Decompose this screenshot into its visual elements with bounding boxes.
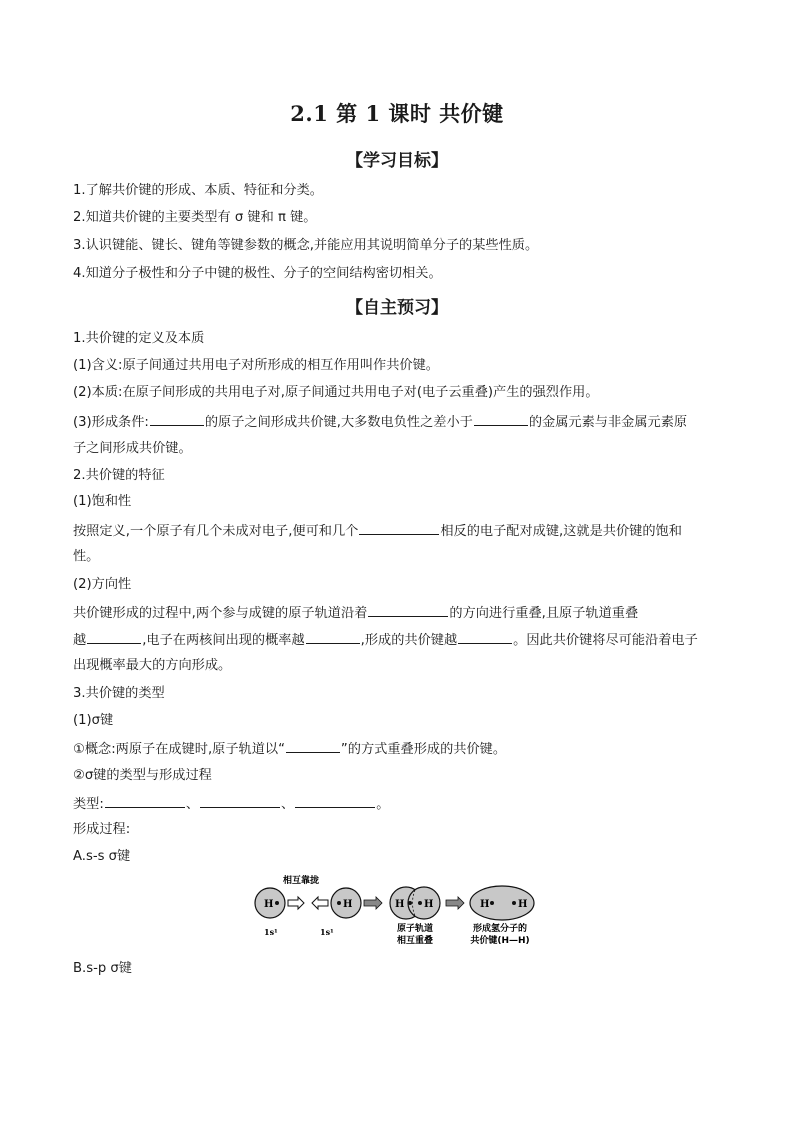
electron-dot <box>337 901 341 905</box>
text-span: 越 <box>73 633 87 648</box>
text-span: 按照定义,一个原子有几个未成对电子,便可和几个 <box>73 524 359 539</box>
text-span: ,形成的共价键越 <box>360 633 458 648</box>
arrow-left-icon <box>312 897 328 909</box>
arrow-right-icon <box>288 897 304 909</box>
label-molecule: 形成氢分子的 <box>472 924 528 934</box>
fill-blank[interactable] <box>200 794 280 808</box>
electron-dot <box>490 901 494 905</box>
electron-dot <box>418 901 422 905</box>
text-span: 类型: <box>73 797 104 812</box>
subheading: (1)σ键 <box>73 713 114 728</box>
paragraph <box>73 739 723 759</box>
objective-item: 1.了解共价键的形成、本质、特征和分类。 <box>73 183 323 198</box>
label-1s: 1s¹ <box>320 927 334 937</box>
label-molecule: 共价键(H—H) <box>470 936 530 946</box>
text-span: 相反的电子配对成键,这就是共价键的饱和 <box>440 524 682 539</box>
label-1s: 1s¹ <box>264 927 278 937</box>
subheading: 2.共价键的特征 <box>73 468 165 483</box>
arrow-right-icon <box>446 897 464 909</box>
paragraph <box>73 412 723 432</box>
paragraph: (2)本质:在原子间形成的共用电子对,原子间通过共用电子对(电子云重叠)产生的强烈作用。 <box>73 385 599 400</box>
atom-label: H <box>395 899 405 910</box>
text-span: (3)形成条件: <box>73 415 149 430</box>
fill-blank[interactable] <box>295 794 375 808</box>
fill-blank[interactable] <box>286 739 340 753</box>
paragraph <box>73 521 723 541</box>
objective-item: 2.知道共价键的主要类型有 σ 键和 π 键。 <box>73 210 317 225</box>
paragraph <box>73 794 723 814</box>
atom-label: H <box>480 899 490 910</box>
paragraph: 子之间形成共价键。 <box>73 441 192 456</box>
fill-blank[interactable] <box>105 794 185 808</box>
paragraph: 性。 <box>73 549 100 564</box>
electron-dot <box>275 901 279 905</box>
label-overlap: 原子轨道 <box>396 924 434 934</box>
atom-label: H <box>343 899 353 910</box>
text-span: ”的方式重叠形成的共价键。 <box>340 742 507 757</box>
text-span: 的方向进行重叠,且原子轨道重叠 <box>449 606 639 621</box>
paragraph <box>73 603 723 623</box>
subheading: (1)饱和性 <box>73 494 132 509</box>
objective-item: 4.知道分子极性和分子中键的极性、分子的空间结构密切相关。 <box>73 266 442 281</box>
electron-dot <box>512 901 516 905</box>
text-span: 。 <box>376 797 390 812</box>
atom-label: H <box>264 899 274 910</box>
text-span: ①概念:两原子在成键时,原子轨道以“ <box>73 742 285 757</box>
text-span: 、 <box>185 797 200 812</box>
fill-blank[interactable] <box>306 630 360 644</box>
paragraph: ②σ键的类型与形成过程 <box>73 768 212 783</box>
label-approach: 相互靠拢 <box>282 876 320 886</box>
page-title: 2.1 第 1 课时 共价键 <box>290 101 504 126</box>
paragraph: 出现概率最大的方向形成。 <box>73 658 232 673</box>
fill-blank[interactable] <box>458 630 512 644</box>
fill-blank[interactable] <box>474 412 528 426</box>
paragraph: (1)含义:原子间通过共用电子对所形成的相互作用叫作共价键。 <box>73 358 439 373</box>
arrow-right-icon <box>364 897 382 909</box>
fill-blank[interactable] <box>368 603 448 617</box>
fill-blank[interactable] <box>87 630 141 644</box>
section-heading-preview: 【自主预习】 <box>346 298 448 318</box>
text-span: ,电子在两核间出现的概率越 <box>142 633 305 648</box>
paragraph: 形成过程: <box>73 822 131 837</box>
section-heading-objectives: 【学习目标】 <box>346 151 448 171</box>
paragraph: A.s-s σ键 <box>73 849 131 864</box>
paragraph: B.s-p σ键 <box>73 961 132 976</box>
text-span: 的原子之间形成共价键,大多数电负性之差小于 <box>204 415 473 430</box>
text-span: 。因此共价键将尽可能沿着电子 <box>513 633 698 648</box>
subheading: 1.共价键的定义及本质 <box>73 331 205 346</box>
objective-item: 3.认识键能、键长、键角等键参数的概念,并能应用其说明简单分子的某些性质。 <box>73 238 539 253</box>
fill-blank[interactable] <box>359 521 439 535</box>
atom-label: H <box>518 899 528 910</box>
subheading: 3.共价键的类型 <box>73 686 165 701</box>
text-span: 共价键形成的过程中,两个参与成键的原子轨道沿着 <box>73 606 368 621</box>
s-s-sigma-bond-diagram <box>248 872 548 954</box>
electron-dot <box>408 901 412 905</box>
label-overlap: 相互重叠 <box>396 936 434 946</box>
subheading: (2)方向性 <box>73 577 132 592</box>
text-span: 的金属元素与非金属元素原 <box>528 415 688 430</box>
text-span: 、 <box>281 797 295 812</box>
atom-label: H <box>424 899 434 910</box>
paragraph <box>73 630 723 650</box>
fill-blank[interactable] <box>150 412 204 426</box>
